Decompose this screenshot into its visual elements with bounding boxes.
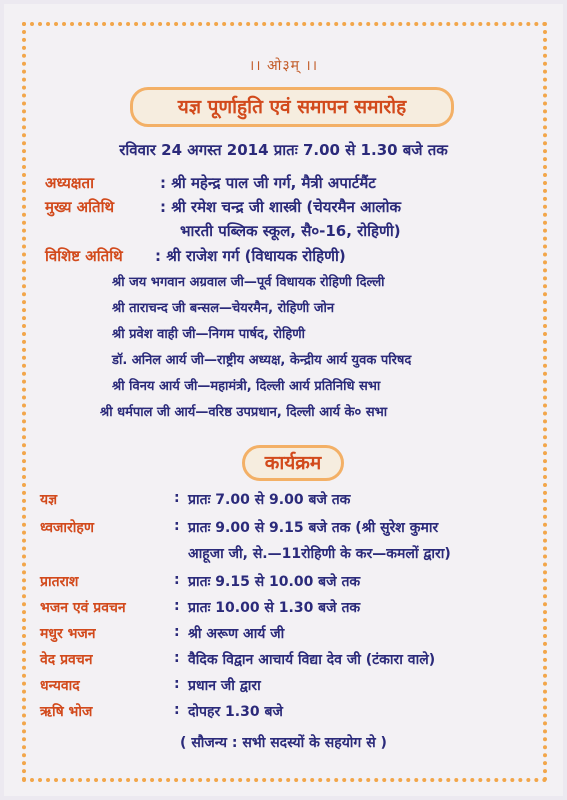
program-value: प्रातः 10.00 से 1.30 बजे तक: [188, 600, 361, 616]
program-label: धन्यवाद: [40, 678, 80, 694]
program-label: ऋषि भोज: [40, 704, 93, 720]
program-colon: :: [174, 624, 180, 640]
guest-line: श्री धर्मपाल जी आर्य—वरिष्ठ उपप्रधान, दिल्ली आर्य के० सभा: [100, 405, 388, 420]
program-value: प्रातः 7.00 से 9.00 बजे तक: [188, 492, 351, 508]
program-value-line2: आहूजा जी, से.—11रोहिणी के कर—कमलों द्वारा): [188, 546, 451, 562]
program-value: दोपहर 1.30 बजे: [188, 704, 283, 720]
program-colon: :: [174, 490, 180, 506]
chief-guest-value-line2: भारती पब्लिक स्कूल, सै०-16, रोहिणी): [180, 222, 401, 240]
program-label: मधुर भजन: [40, 626, 96, 642]
program-colon: :: [174, 676, 180, 692]
guest-line: श्री जय भगवान अग्रवाल जी—पूर्व विधायक रोहिणी दिल्ली: [112, 275, 385, 290]
event-date: रविवार 24 अगस्त 2014 प्रातः 7.00 से 1.30 बजे तक: [119, 141, 448, 159]
program-value: प्रातः 9.00 से 9.15 बजे तक (श्री सुरेश कुमार: [188, 520, 439, 536]
program-label: वेद प्रवचन: [40, 652, 93, 668]
program-label: यज्ञ: [40, 492, 58, 508]
presidency-label: अध्यक्षता: [45, 174, 94, 192]
program-colon: :: [174, 702, 180, 718]
program-value: श्री अरूण आर्य जी: [188, 626, 285, 642]
program-label: भजन एवं प्रवचन: [40, 600, 126, 616]
program-label: ध्वजारोहण: [40, 520, 94, 536]
guest-line: श्री प्रवेश वाही जी—निगम पार्षद, रोहिणी: [112, 327, 306, 342]
program-colon: :: [174, 572, 180, 588]
chief-guest-value: : श्री रमेश चन्द्र जी शास्त्री (चेयरमैन आलोक: [160, 198, 402, 216]
program-label: प्रातराश: [40, 574, 79, 590]
special-guest-value: : श्री राजेश गर्ग (विधायक रोहिणी): [155, 247, 346, 265]
program-value: प्रधान जी द्वारा: [188, 678, 261, 694]
program-value: प्रातः 9.15 से 10.00 बजे तक: [188, 574, 361, 590]
program-colon: :: [174, 650, 180, 666]
presidency-value: : श्री महेन्द्र पाल जी गर्ग, मैत्री अपार्टमैंट: [160, 174, 376, 192]
program-colon: :: [174, 598, 180, 614]
event-title-banner: यज्ञ पूर्णाहुति एवं समापन समारोह: [130, 87, 454, 127]
special-guest-label: विशिष्ट अतिथि: [45, 247, 123, 265]
chief-guest-label: मुख्य अतिथि: [45, 198, 115, 216]
guest-line: श्री विनय आर्य जी—महामंत्री, दिल्ली आर्य प्रतिनिधि सभा: [112, 379, 381, 394]
guest-line: श्री ताराचन्द जी बन्सल—चेयरमैन, रोहिणी जोन: [112, 301, 335, 316]
program-heading-banner: कार्यक्रम: [242, 445, 344, 481]
courtesy-footer: ( सौजन्य : सभी सदस्यों के सहयोग से ): [180, 735, 387, 751]
om-symbol: ।। ओ३म् ।।: [248, 58, 319, 74]
program-colon: :: [174, 518, 180, 534]
program-value: वैदिक विद्वान आचार्य विद्या देव जी (टंकारा वाले): [188, 652, 436, 668]
guest-line: डॉ. अनिल आर्य जी—राष्ट्रीय अध्यक्ष, केन्द्रीय आर्य युवक परिषद: [112, 353, 412, 368]
